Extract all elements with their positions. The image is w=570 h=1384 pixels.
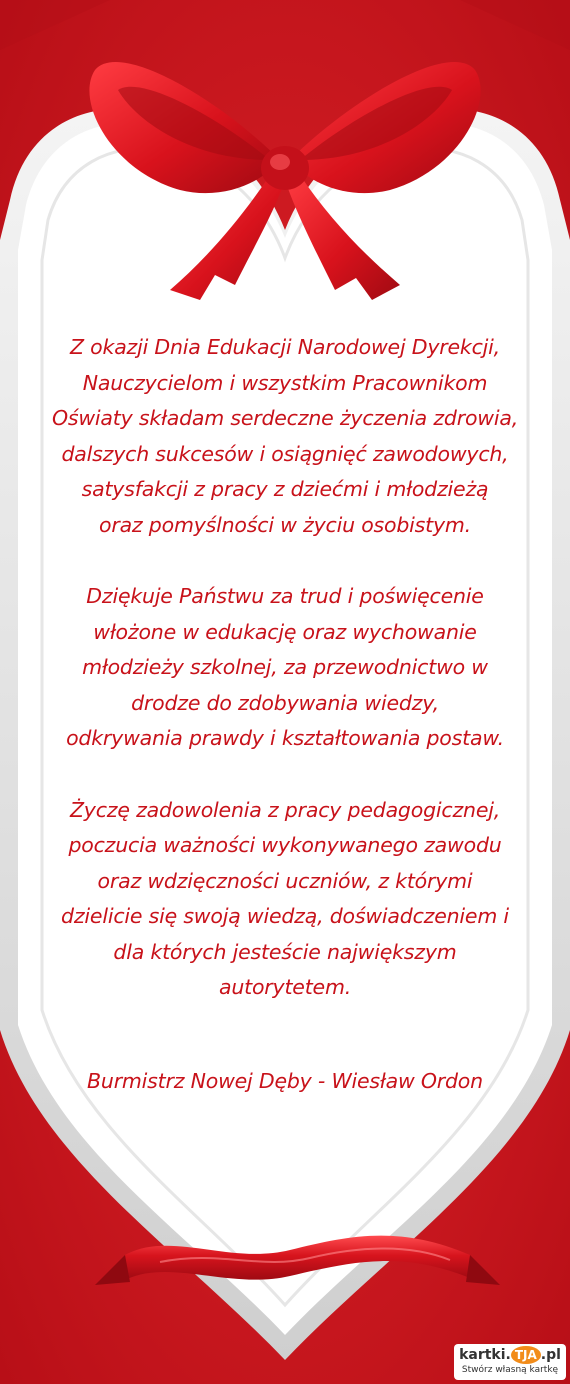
paragraph-3: [20, 793, 550, 1006]
paragraph-3-line: dzielicie się swoją wiedzą, doświadczeniem i: [61, 904, 509, 928]
signature-text: Burmistrz Nowej Dęby - Wiesław Ordon: [87, 1068, 483, 1093]
paragraph-1: [20, 330, 550, 543]
paragraph-1-line: Nauczycielom i wszystkim Pracownikom: [82, 370, 488, 395]
paragraph-3-line: poczucia ważności wykonywanego zawodu: [68, 833, 502, 857]
logo-brand-prefix: kartki.: [459, 1347, 511, 1363]
paragraph-3-line: Życzę zadowolenia z pracy pedagogicznej,: [69, 797, 501, 822]
signature: [20, 1064, 550, 1100]
paragraph-1-line: satysfakcji z pracy z dziećmi i młodzieżą: [81, 477, 489, 501]
paragraph-2: [20, 579, 550, 757]
paragraph-2-line: młodzieży szkolnej, za przewodnictwo w: [82, 655, 488, 679]
paragraph-spacer: [20, 757, 550, 793]
paragraph-1-line: Z okazji Dnia Edukacji Narodowej Dyrekcji,: [70, 335, 500, 359]
signature-spacer: [20, 1006, 550, 1064]
paragraph-3-line: autorytetem.: [218, 975, 352, 999]
paragraph-1-line: dalszych sukcesów i osiągnięć zawodowych,: [61, 441, 509, 466]
greeting-message: [20, 330, 550, 1099]
kartki-tja-logo[interactable]: [454, 1344, 566, 1380]
paragraph-3-line: oraz wdzięczności uczniów, z którymi: [97, 868, 473, 893]
paragraph-1-line: Oświaty składam serdeczne życzenia zdrowia,: [51, 406, 519, 430]
logo-brand-suffix: .pl: [540, 1347, 561, 1363]
paragraph-2-line: włożone w edukację oraz wychowanie: [93, 619, 477, 644]
paragraph-2-line: drodze do zdobywania wiedzy,: [131, 690, 439, 715]
logo-slogan: Stwórz własną kartkę: [461, 1365, 559, 1375]
paragraph-2-line: Dziękuje Państwu za trud i poświęcenie: [86, 584, 484, 608]
logo-brand: [454, 1344, 566, 1364]
paragraph-2-line: odkrywania prawdy i kształtowania postaw.: [66, 726, 504, 750]
paragraph-spacer: [20, 543, 550, 579]
paragraph-1-line: oraz pomyślności w życiu osobistym.: [99, 512, 471, 537]
paragraph-3-line: dla których jesteście największym: [113, 939, 457, 964]
logo-badge-icon: TJA: [511, 1346, 541, 1364]
